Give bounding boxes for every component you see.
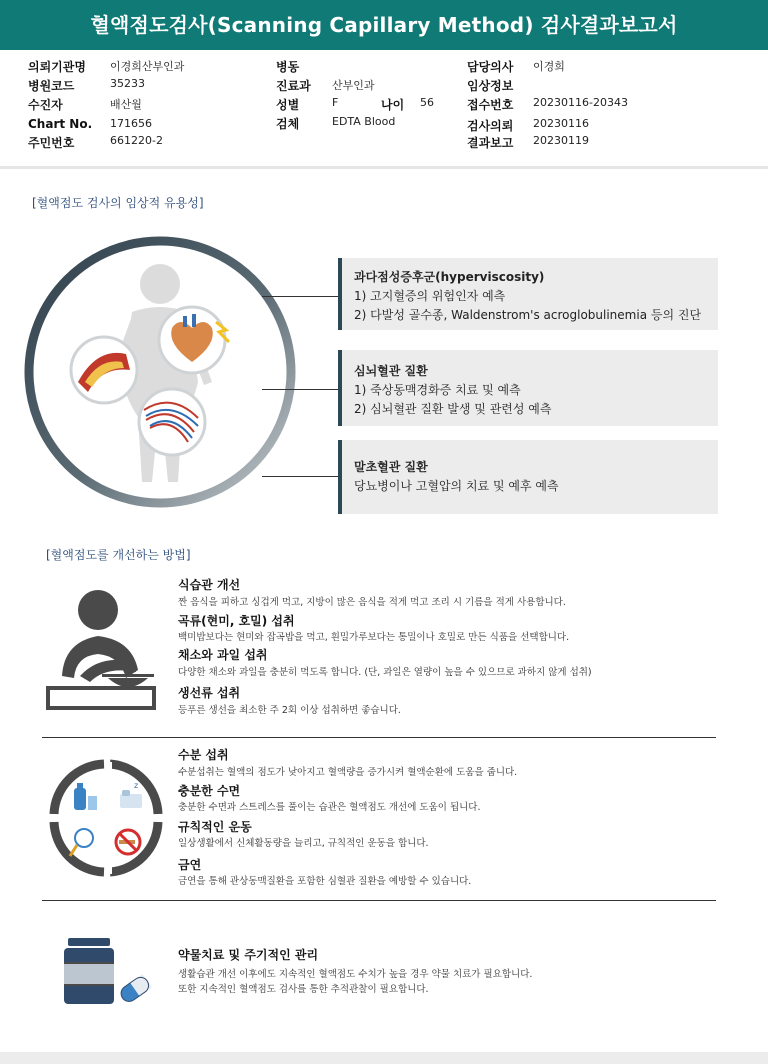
label-report-date: 결과보고 <box>467 136 514 150</box>
label-ward: 병동 <box>276 60 300 74</box>
label-specimen: 검체 <box>276 117 300 131</box>
disease-line: 1) 죽상동맥경화증 치료 및 예측 <box>354 383 521 397</box>
improve-section-title: [혈액점도를 개선하는 방법] <box>46 548 191 562</box>
jump-rope-icon <box>70 829 93 856</box>
method-title: 충분한 수면 <box>178 784 241 798</box>
value-chart-no: 171656 <box>110 117 152 130</box>
medicine-bottle-icon <box>60 938 156 1006</box>
sleep-icon <box>120 781 142 808</box>
value-report-date: 20230119 <box>533 134 589 147</box>
method-desc: 짠 음식을 피하고 싱겁게 먹고, 지방이 많은 음식을 적게 먹고 조리 시 기름을 적게 사용합니다. <box>178 597 566 608</box>
leader-line-2 <box>262 389 338 390</box>
label-institution: 의뢰기관명 <box>28 60 86 74</box>
method-desc: 백미밥보다는 현미와 잡곡밥을 먹고, 흰밀가루보다는 통밀이나 호밀로 만든 식품을 선택합니다. <box>178 632 570 643</box>
lifestyle-ring-icon <box>40 752 170 888</box>
value-hospital-code: 35233 <box>110 77 145 90</box>
disease-box-peripheral <box>338 440 718 514</box>
person-eating-icon <box>40 584 160 710</box>
value-resident-no: 661220-2 <box>110 134 163 147</box>
disease-title: 말초혈관 질환 <box>354 460 428 474</box>
disease-line: 1) 고지혈증의 위험인자 예측 <box>354 289 506 303</box>
value-doctor: 이경희 <box>533 60 565 73</box>
label-department: 진료과 <box>276 79 311 93</box>
disease-box-hyperviscosity <box>338 258 718 330</box>
vessels-icon <box>139 389 205 455</box>
method-title: 약물치료 및 주기적인 관리 <box>178 948 319 962</box>
value-sex: F <box>332 96 339 109</box>
label-clinical-info: 임상정보 <box>467 79 514 93</box>
group-divider-1 <box>42 737 716 738</box>
method-desc: 일상생활에서 신체활동량을 늘리고, 규칙적인 운동을 합니다. <box>178 838 429 849</box>
method-desc: 수분섭취는 혈액의 점도가 낮아지고 혈액량을 증가시켜 혈액순환에 도움을 줍니다. <box>178 767 518 778</box>
label-sex: 성별 <box>276 98 300 112</box>
method-title: 채소와 과일 섭취 <box>178 648 268 662</box>
value-request-date: 20230116 <box>533 117 589 130</box>
value-age: 56 <box>420 96 434 109</box>
value-accession-no: 20230116-20343 <box>533 96 628 109</box>
leader-line-1 <box>262 296 338 297</box>
method-desc: 등푸른 생선을 최소한 주 2회 이상 섭취하면 좋습니다. <box>178 705 401 716</box>
method-title: 식습관 개선 <box>178 578 241 592</box>
value-patient: 배산월 <box>110 98 142 111</box>
clinical-section-title: [혈액점도 검사의 임상적 유용성] <box>32 196 204 210</box>
svg-text:z: z <box>134 781 139 790</box>
value-specimen: EDTA Blood <box>332 115 396 128</box>
water-bottle-icon <box>74 783 97 810</box>
disease-line: 2) 다발성 골수종, Waldenstrom's acroglobulinemia 등의 진단 <box>354 308 702 322</box>
method-title: 규칙적인 운동 <box>178 820 252 834</box>
disease-title: 과다점성증후군(hyperviscosity) <box>354 270 545 284</box>
header-divider <box>0 166 768 169</box>
method-title: 금연 <box>178 858 202 872</box>
method-title: 곡류(현미, 호밀) 섭취 <box>178 614 295 628</box>
disease-box-cardio <box>338 350 718 426</box>
label-chart-no: Chart No. <box>28 117 93 131</box>
method-desc: 생활습관 개선 이후에도 지속적인 혈액점도 수치가 높을 경우 약물 치료가 필요합니다. <box>178 969 533 980</box>
disease-title: 심뇌혈관 질환 <box>354 364 428 378</box>
clinical-illustration <box>22 232 342 512</box>
label-accession-no: 접수번호 <box>467 98 514 112</box>
method-desc: 충분한 수면과 스트레스를 풀이는 습관은 혈액점도 개선에 도움이 됩니다. <box>178 802 481 813</box>
disease-line: 당뇨병이나 고혈압의 치료 및 예후 예측 <box>354 479 559 493</box>
artery-icon <box>71 337 137 403</box>
method-title: 생선류 섭취 <box>178 686 241 700</box>
label-resident-no: 주민번호 <box>28 136 75 150</box>
report-header <box>0 0 768 50</box>
leader-line-3 <box>262 476 338 477</box>
report-title: 혈액점도검사(Scanning Capillary Method) 검사결과보고서 <box>90 13 678 37</box>
method-title: 수분 섭취 <box>178 748 229 762</box>
footer-band <box>0 1052 768 1064</box>
label-patient: 수진자 <box>28 98 63 112</box>
value-institution: 이경희산부인과 <box>110 60 185 73</box>
method-desc: 또한 지속적인 혈액점도 검사를 통한 추적관찰이 필요합니다. <box>178 984 429 995</box>
group-divider-2 <box>42 900 716 901</box>
value-department: 산부인과 <box>332 79 375 92</box>
heart-icon <box>159 307 229 373</box>
label-age: 나이 <box>381 98 405 112</box>
label-doctor: 담당의사 <box>467 60 514 74</box>
disease-line: 2) 심뇌혈관 질환 발생 및 관련성 예측 <box>354 402 552 416</box>
label-hospital-code: 병원코드 <box>28 79 75 93</box>
method-desc: 금연을 통해 관상동맥질환을 포함한 심혈관 질환을 예방할 수 있습니다. <box>178 876 472 887</box>
label-request-date: 검사의뢰 <box>467 119 514 133</box>
no-smoking-icon <box>116 830 140 854</box>
method-desc: 다양한 채소와 과일을 충분히 먹도록 합니다. (단, 과일은 열량이 높을 수 있으므로 과하지 않게 섭취) <box>178 667 592 678</box>
patient-info <box>0 50 768 166</box>
